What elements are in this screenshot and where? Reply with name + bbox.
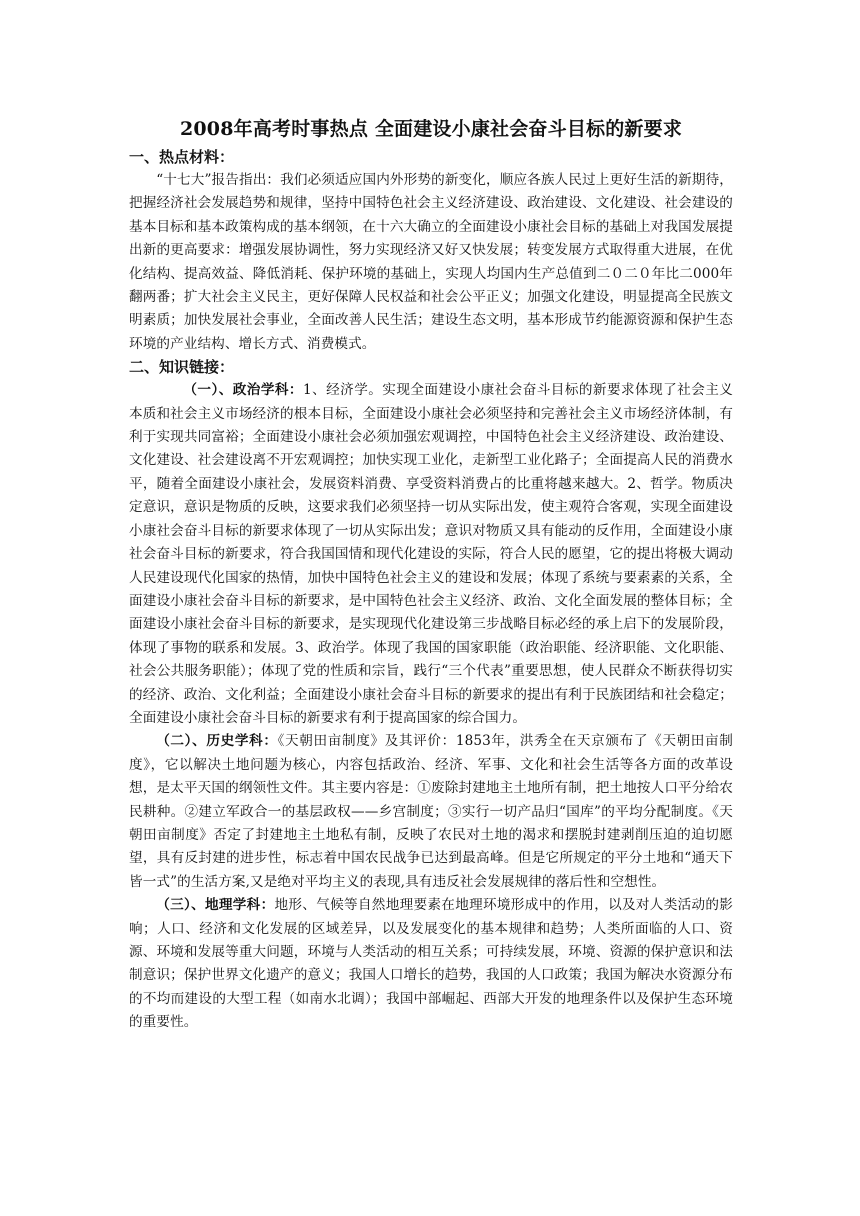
section-heading-hot-material: 一、热点材料： (129, 148, 235, 166)
section-heading-knowledge-links: 二、知识链接： (129, 358, 235, 377)
document-page (129, 116, 733, 1035)
paragraph-lead-politics: （一）、政治学科： (183, 382, 303, 399)
paragraph-lead-geography: （三）、地理学科： (156, 897, 275, 914)
paragraph-hot-material (129, 169, 733, 356)
paragraph-lead-history: （二）、历史学科： (156, 733, 278, 750)
paragraph-politics (129, 379, 733, 730)
paragraph-text-geography: 地形、气候等自然地理要素在地理环境形成中的作用，以及对人类活动的影响；人口、经济和文化发展的区域差异，以及发展变化的基本规律和趋势；人类所面临的人口、资源、环境和发展等重大问题，环境与人类活动的相互关系；可持续发展，环境、资源的保护意识和法制意识；保护世界文化遗产的意义；我国人口增长的趋势，我国的人口政策；我国为解决水资源分布的不均而建设的大型工程（如南水北调）；我国中部崛起、西部大开发的地理条件以及保护生态环境的重要性。 (129, 897, 733, 1031)
paragraph-history (129, 730, 733, 894)
paragraph-text: “十七大”报告指出：我们必须适应国内外形势的新变化，顺应各族人民过上更好生活的新期待，把握经济社会发展趋势和规律，坚持中国特色社会主义经济建设、政治建设、文化建设、社会建设的基本目标和基本政策构成的基本纲领，在十六大确立的全面建设小康社会目标的基础上对我国发展提出新的更高要求：增强发展协调性，努力实现经济又好又快发展；转变发展方式取得重大进展，在优化结构、提高效益、降低消耗、保护环境的基础上，实现人均国内生产总值到二０二０年比二000年翻两番；扩大社会主义民主，更好保障人民权益和社会公平正义；加强文化建设，明显提高全民族文明素质；加快发展社会事业，全面改善人民生活；建设生态文明，基本形成节约能源资源和保护生态环境的产业结构、增长方式、消费模式。 (129, 172, 733, 352)
paragraph-text-history: 《天朝田亩制度》及其评价：1853年，洪秀全在天京颁布了《天朝田亩制度》，它以解决土地问题为核心，内容包括政治、经济、军事、文化和社会生活等各方面的改革设想，是太平天国的纲领性文件。其主要内容是：①废除封建地主土地所有制，把土地按人口平分给农民耕种。②建立军政合一的基层政权——乡宫制度；③实行一切产品归“国库”的平均分配制度。《天朝田亩制度》否定了封建地主土地私有制，反映了农民对土地的渴求和摆脱封建剥削压迫的迫切愿望，具有反封建的进步性，标志着中国农民战争已达到最高峰。但是它所规定的平分土地和“通天下皆一式”的生活方案,又是绝对平均主义的表现,具有违反社会发展规律的落后性和空想性。 (129, 733, 733, 890)
document-title: 2008年高考时事热点 全面建设小康社会奋斗目标的新要求 (179, 118, 683, 140)
paragraph-geography (129, 894, 733, 1034)
paragraph-text-politics: 1、经济学。实现全面建设小康社会奋斗目标的新要求体现了社会主义本质和社会主义市场经济的根本目标，全面建设小康社会必须坚持和完善社会主义市场经济体制，有利于实现共同富裕；全面建设小康社会必须加强宏观调控，中国特色社会主义经济建设、政治建设、文化建设、社会建设离不开宏观调控；加快实现工业化，走新型工业化路子；全面提高人民的消费水平，随着全面建设小康社会，发展资料消费、享受资料消费占的比重将越来越大。2、哲学。物质决定意识，意识是物质的反映，这要求我们必须坚持一切从实际出发，使主观符合客观，实现全面建设小康社会奋斗目标的新要求体现了一切从实际出发；意识对物质又具有能动的反作用，全面建设小康社会奋斗目标的新要求，符合我国国情和现代化建设的实际，符合人民的愿望，它的提出将极大调动人民建设现代化国家的热情，加快中国特色社会主义的建设和发展；体现了系统与要素素的关系，全面建设小康社会奋斗目标的新要求，是中国特色社会主义经济、政治、文化全面发展的整体目标；全面建设小康社会奋斗目标的新要求，是实现现代化建设第三步战略目标必经的承上启下的发展阶段，体现了事物的联系和发展。3、政治学。体现了我国的国家职能（政治职能、经济职能、文化职能、社会公共服务职能）；体现了党的性质和宗旨，践行“三个代表”重要思想，使人民群众不断获得切实的经济、政治、文化利益；全面建设小康社会奋斗目标的新要求的提出有利于民族团结和社会稳定；全面建设小康社会奋斗目标的新要求有利于提高国家的综合国力。 (129, 382, 733, 726)
